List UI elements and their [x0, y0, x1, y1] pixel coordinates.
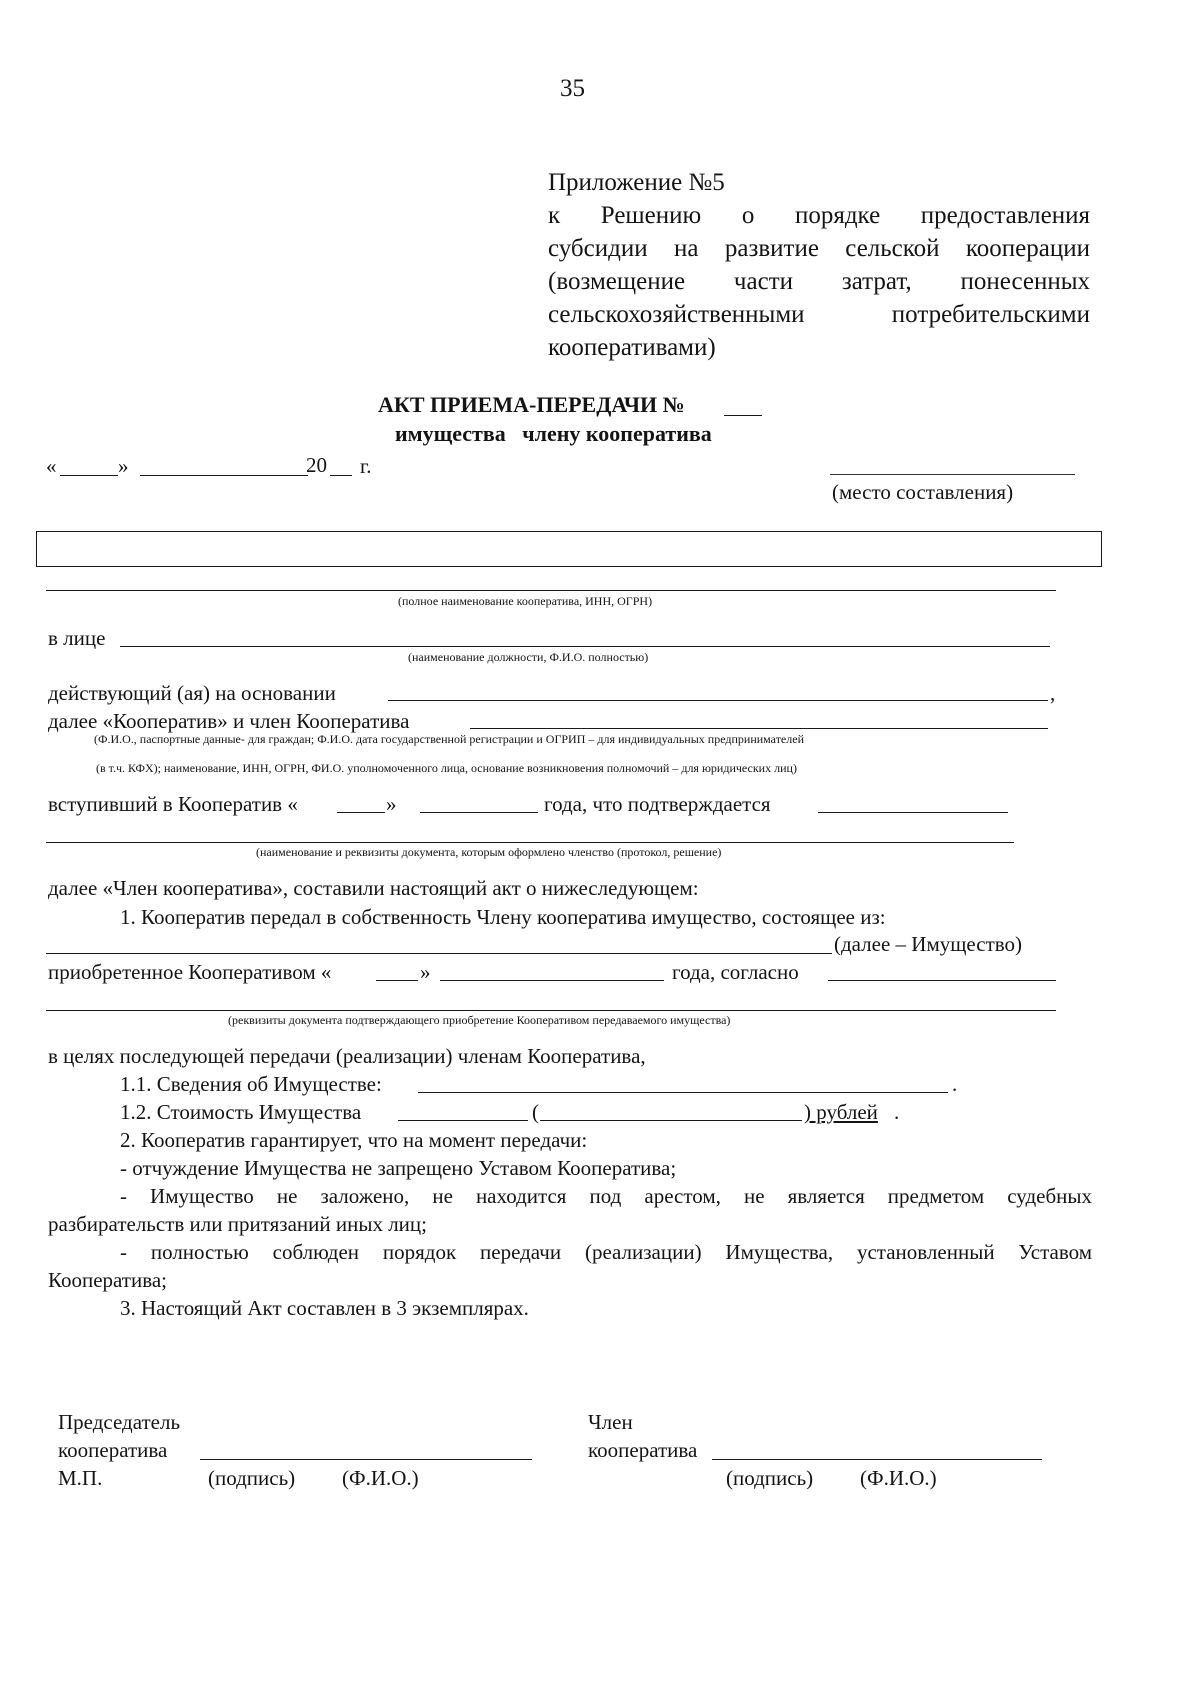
in-person-blank[interactable] [120, 646, 1050, 647]
joined-quote: » [386, 792, 397, 816]
place-blank[interactable] [830, 474, 1075, 475]
bullet-2-line-1: - Имущество не заложено, не находится под арестом, не является предметом судебных [120, 1184, 1092, 1208]
appendix-line-1: к Решению о порядке предоставления [548, 202, 1090, 229]
item-3: 3. Настоящий Акт составлен в 3 экземплярах. [120, 1296, 529, 1320]
membership-doc-caption: (наименование и реквизиты документа, которым оформлено членство (протокол, решение) [256, 845, 722, 859]
act-subtitle: имущества члену кооператива [395, 421, 712, 446]
acquired-year-label: года, согласно [672, 960, 799, 984]
bullet-1: - отчуждение Имущества не запрещено Уставом Кооператива; [120, 1156, 677, 1180]
property-info-blank[interactable] [418, 1092, 948, 1093]
chair-sign-caption: (подпись) [208, 1466, 296, 1490]
joined-doc-blank[interactable] [818, 812, 1008, 813]
act-number-blank[interactable] [724, 415, 762, 416]
joined-label: вступивший в Кооператив « [48, 792, 298, 816]
item-1-1: 1.1. Сведения об Имуществе: [120, 1072, 382, 1096]
appendix-line-4: сельскохозяйственными потребительскими [548, 301, 1090, 328]
member-blank[interactable] [470, 728, 1048, 729]
member-label-2: кооператива [588, 1438, 698, 1462]
item-1-2-end: . [894, 1100, 900, 1124]
cost-rub: ) рублей [804, 1100, 878, 1124]
joined-month-blank[interactable] [420, 812, 538, 813]
acquired-label: приобретенное Кооперативом « [48, 960, 332, 984]
hereinafter-coop: далее «Кооператив» и член Кооператива [48, 709, 410, 733]
date-year-suffix: г. [360, 454, 372, 478]
date-year-blank[interactable] [330, 475, 352, 476]
appendix-title: Приложение №5 [548, 169, 725, 196]
member-signature-line[interactable] [712, 1459, 1042, 1460]
page-number: 35 [560, 75, 585, 102]
date-open-quote: « [46, 454, 57, 478]
act-title: АКТ ПРИЕМА-ПЕРЕДАЧИ № [378, 392, 685, 417]
joined-day-blank[interactable] [337, 812, 385, 813]
date-close-quote: » [118, 454, 129, 478]
hereinafter-member: далее «Член кооператива», составили настоящий акт о нижеследующем: [48, 876, 699, 900]
membership-doc-line[interactable] [46, 842, 1014, 843]
joined-year-label: года, что подтверждается [544, 792, 771, 816]
cost-number-blank[interactable] [398, 1120, 528, 1121]
appendix-line-5: кооперативами) [548, 334, 716, 361]
acting-basis-end: , [1050, 681, 1056, 705]
hereinafter-property: (далее – Имущество) [834, 932, 1023, 956]
in-person-label: в лице [48, 626, 106, 650]
acquired-doc-blank[interactable] [828, 980, 1056, 981]
acquired-month-blank[interactable] [440, 980, 664, 981]
acquired-day-blank[interactable] [376, 980, 418, 981]
date-day-blank[interactable] [60, 475, 118, 476]
coop-name-line[interactable] [46, 590, 1056, 591]
appendix-line-3: (возмещение части затрат, понесенных [548, 268, 1090, 295]
date-month-blank[interactable] [140, 475, 308, 476]
member-caption-2: (в т.ч. КФХ); наименование, ИНН, ОГРН, ФИ.О. уполномоченного лица, основание возникновения полномочий – для юридических лиц) [96, 761, 797, 775]
item-2: 2. Кооператив гарантирует, что на момент передачи: [120, 1128, 588, 1152]
appendix-line-2: субсидии на развитие сельской кооперации [548, 235, 1090, 262]
bullet-2-line-2: разбирательств или притязаний иных лиц; [48, 1212, 427, 1236]
item-1-1-end: . [952, 1072, 958, 1096]
member-fio-caption: (Ф.И.О.) [860, 1466, 937, 1490]
position-caption: (наименование должности, Ф.И.О. полностью) [408, 650, 649, 664]
place-caption: (место составления) [832, 480, 1014, 504]
bullet-3-line-1: - полностью соблюден порядок передачи (реализации) Имущества, установленный Уставом [120, 1240, 1092, 1264]
item-1-2: 1.2. Стоимость Имущества [120, 1100, 362, 1124]
chair-signature-line[interactable] [200, 1459, 532, 1460]
property-blank[interactable] [46, 953, 832, 954]
stamp-label: М.П. [58, 1466, 103, 1490]
purpose: в целях последующей передачи (реализации) членам Кооператива, [48, 1044, 646, 1068]
member-caption-1: (Ф.И.О., паспортные данные- для граждан; Ф.И.О. дата государственной регистрации и ОГРИП – для индивидуальных предпринимателей [94, 732, 804, 746]
chair-label-1: Председатель [58, 1410, 181, 1434]
acquired-quote: » [420, 960, 431, 984]
chair-label-2: кооператива [58, 1438, 168, 1462]
acting-basis-blank[interactable] [388, 700, 1048, 701]
acting-basis-label: действующий (ая) на основании [48, 681, 336, 705]
coop-name-caption: (полное наименование кооператива, ИНН, ОГРН) [398, 594, 653, 608]
member-label-1: Член [588, 1410, 633, 1434]
cost-words-blank[interactable] [540, 1120, 802, 1121]
date-year-prefix: 20 [306, 453, 327, 477]
cost-paren: ( [532, 1100, 539, 1124]
purchase-doc-caption: (реквизиты документа подтверждающего приобретение Кооперативом передаваемого имущества) [228, 1013, 731, 1027]
member-sign-caption: (подпись) [726, 1466, 814, 1490]
bullet-3-line-2: Кооператива; [48, 1268, 168, 1292]
chair-fio-caption: (Ф.И.О.) [342, 1466, 419, 1490]
item-1: 1. Кооператив передал в собственность Члену кооператива имущество, состоящее из: [120, 905, 886, 929]
coop-name-field[interactable] [36, 531, 1102, 567]
purchase-doc-line[interactable] [46, 1010, 1056, 1011]
